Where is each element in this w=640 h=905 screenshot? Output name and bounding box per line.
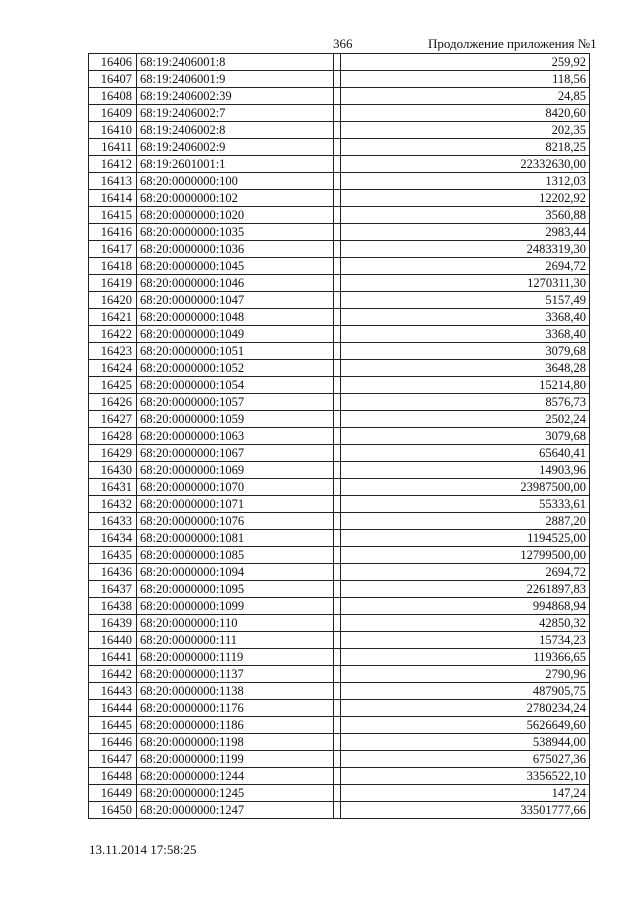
empty-cell bbox=[334, 564, 341, 581]
table-row bbox=[89, 360, 590, 377]
table-row bbox=[89, 377, 590, 394]
table-row bbox=[89, 666, 590, 683]
cadastral-number: 68:20:0000000:1052 bbox=[137, 360, 334, 377]
row-number: 16440 bbox=[89, 632, 137, 649]
row-number: 16409 bbox=[89, 105, 137, 122]
row-number: 16427 bbox=[89, 411, 137, 428]
cadastral-number: 68:20:0000000:1020 bbox=[137, 207, 334, 224]
row-number: 16418 bbox=[89, 258, 137, 275]
data-table bbox=[88, 53, 590, 819]
row-number: 16417 bbox=[89, 241, 137, 258]
value-cell: 5157,49 bbox=[341, 292, 590, 309]
cadastral-number: 68:20:0000000:111 bbox=[137, 632, 334, 649]
table-row bbox=[89, 54, 590, 71]
cadastral-number: 68:19:2406002:8 bbox=[137, 122, 334, 139]
table-row bbox=[89, 547, 590, 564]
value-cell: 3356522,10 bbox=[341, 768, 590, 785]
row-number: 16439 bbox=[89, 615, 137, 632]
empty-cell bbox=[334, 292, 341, 309]
value-cell: 3079,68 bbox=[341, 428, 590, 445]
value-cell: 12799500,00 bbox=[341, 547, 590, 564]
empty-cell bbox=[334, 666, 341, 683]
cadastral-number: 68:20:0000000:1071 bbox=[137, 496, 334, 513]
row-number: 16447 bbox=[89, 751, 137, 768]
empty-cell bbox=[334, 751, 341, 768]
value-cell: 119366,65 bbox=[341, 649, 590, 666]
value-cell: 3648,28 bbox=[341, 360, 590, 377]
cadastral-number: 68:20:0000000:1067 bbox=[137, 445, 334, 462]
table-row bbox=[89, 581, 590, 598]
table-row bbox=[89, 734, 590, 751]
empty-cell bbox=[334, 411, 341, 428]
value-cell: 22332630,00 bbox=[341, 156, 590, 173]
empty-cell bbox=[334, 326, 341, 343]
row-number: 16446 bbox=[89, 734, 137, 751]
table-row bbox=[89, 224, 590, 241]
value-cell: 2780234,24 bbox=[341, 700, 590, 717]
cadastral-number: 68:20:0000000:1099 bbox=[137, 598, 334, 615]
empty-cell bbox=[334, 275, 341, 292]
table-row bbox=[89, 785, 590, 802]
cadastral-number: 68:20:0000000:1198 bbox=[137, 734, 334, 751]
table-row bbox=[89, 190, 590, 207]
value-cell: 538944,00 bbox=[341, 734, 590, 751]
empty-cell bbox=[334, 700, 341, 717]
cadastral-number: 68:20:0000000:1081 bbox=[137, 530, 334, 547]
cadastral-number: 68:20:0000000:1059 bbox=[137, 411, 334, 428]
empty-cell bbox=[334, 343, 341, 360]
value-cell: 33501777,66 bbox=[341, 802, 590, 819]
row-number: 16412 bbox=[89, 156, 137, 173]
empty-cell bbox=[334, 309, 341, 326]
empty-cell bbox=[334, 632, 341, 649]
empty-cell bbox=[334, 394, 341, 411]
value-cell: 3079,68 bbox=[341, 343, 590, 360]
table-row bbox=[89, 343, 590, 360]
value-cell: 3368,40 bbox=[341, 309, 590, 326]
table-row bbox=[89, 309, 590, 326]
row-number: 16415 bbox=[89, 207, 137, 224]
table-row bbox=[89, 513, 590, 530]
table-row bbox=[89, 632, 590, 649]
row-number: 16414 bbox=[89, 190, 137, 207]
cadastral-number: 68:20:0000000:1119 bbox=[137, 649, 334, 666]
table-row bbox=[89, 496, 590, 513]
row-number: 16437 bbox=[89, 581, 137, 598]
empty-cell bbox=[334, 513, 341, 530]
table-row bbox=[89, 275, 590, 292]
table-row bbox=[89, 700, 590, 717]
table-row bbox=[89, 683, 590, 700]
cadastral-number: 68:20:0000000:1244 bbox=[137, 768, 334, 785]
empty-cell bbox=[334, 190, 341, 207]
table-row bbox=[89, 751, 590, 768]
empty-cell bbox=[334, 802, 341, 819]
row-number: 16430 bbox=[89, 462, 137, 479]
row-number: 16421 bbox=[89, 309, 137, 326]
row-number: 16426 bbox=[89, 394, 137, 411]
row-number: 16436 bbox=[89, 564, 137, 581]
cadastral-number: 68:20:0000000:1199 bbox=[137, 751, 334, 768]
cadastral-number: 68:20:0000000:1048 bbox=[137, 309, 334, 326]
table-row bbox=[89, 615, 590, 632]
empty-cell bbox=[334, 581, 341, 598]
cadastral-number: 68:20:0000000:1036 bbox=[137, 241, 334, 258]
cadastral-number: 68:20:0000000:1076 bbox=[137, 513, 334, 530]
empty-cell bbox=[334, 377, 341, 394]
cadastral-number: 68:19:2406001:9 bbox=[137, 71, 334, 88]
row-number: 16406 bbox=[89, 54, 137, 71]
empty-cell bbox=[334, 785, 341, 802]
table-row bbox=[89, 479, 590, 496]
row-number: 16444 bbox=[89, 700, 137, 717]
value-cell: 2483319,30 bbox=[341, 241, 590, 258]
table-row bbox=[89, 258, 590, 275]
cadastral-number: 68:19:2406002:39 bbox=[137, 88, 334, 105]
cadastral-number: 68:20:0000000:100 bbox=[137, 173, 334, 190]
row-number: 16428 bbox=[89, 428, 137, 445]
cadastral-number: 68:20:0000000:1186 bbox=[137, 717, 334, 734]
value-cell: 2694,72 bbox=[341, 564, 590, 581]
value-cell: 12202,92 bbox=[341, 190, 590, 207]
value-cell: 487905,75 bbox=[341, 683, 590, 700]
value-cell: 15214,80 bbox=[341, 377, 590, 394]
row-number: 16413 bbox=[89, 173, 137, 190]
empty-cell bbox=[334, 241, 341, 258]
row-number: 16438 bbox=[89, 598, 137, 615]
row-number: 16419 bbox=[89, 275, 137, 292]
cadastral-number: 68:20:0000000:1063 bbox=[137, 428, 334, 445]
value-cell: 2983,44 bbox=[341, 224, 590, 241]
table-row bbox=[89, 462, 590, 479]
value-cell: 2887,20 bbox=[341, 513, 590, 530]
table-row bbox=[89, 88, 590, 105]
table-row bbox=[89, 394, 590, 411]
empty-cell bbox=[334, 139, 341, 156]
value-cell: 994868,94 bbox=[341, 598, 590, 615]
row-number: 16429 bbox=[89, 445, 137, 462]
empty-cell bbox=[334, 496, 341, 513]
value-cell: 118,56 bbox=[341, 71, 590, 88]
value-cell: 2790,96 bbox=[341, 666, 590, 683]
value-cell: 8576,73 bbox=[341, 394, 590, 411]
row-number: 16425 bbox=[89, 377, 137, 394]
table-row bbox=[89, 802, 590, 819]
row-number: 16408 bbox=[89, 88, 137, 105]
empty-cell bbox=[334, 717, 341, 734]
cadastral-number: 68:20:0000000:1070 bbox=[137, 479, 334, 496]
value-cell: 147,24 bbox=[341, 785, 590, 802]
table-row bbox=[89, 598, 590, 615]
value-cell: 3560,88 bbox=[341, 207, 590, 224]
table-row bbox=[89, 530, 590, 547]
value-cell: 1312,03 bbox=[341, 173, 590, 190]
cadastral-number: 68:20:0000000:1047 bbox=[137, 292, 334, 309]
table-body bbox=[89, 54, 590, 819]
row-number: 16422 bbox=[89, 326, 137, 343]
cadastral-number: 68:20:0000000:1049 bbox=[137, 326, 334, 343]
row-number: 16442 bbox=[89, 666, 137, 683]
empty-cell bbox=[334, 598, 341, 615]
cadastral-number: 68:19:2406002:9 bbox=[137, 139, 334, 156]
value-cell: 55333,61 bbox=[341, 496, 590, 513]
value-cell: 2261897,83 bbox=[341, 581, 590, 598]
cadastral-number: 68:20:0000000:1069 bbox=[137, 462, 334, 479]
value-cell: 23987500,00 bbox=[341, 479, 590, 496]
value-cell: 259,92 bbox=[341, 54, 590, 71]
table-row bbox=[89, 105, 590, 122]
cadastral-number: 68:20:0000000:110 bbox=[137, 615, 334, 632]
row-number: 16420 bbox=[89, 292, 137, 309]
table-row bbox=[89, 411, 590, 428]
table-row bbox=[89, 156, 590, 173]
empty-cell bbox=[334, 615, 341, 632]
row-number: 16432 bbox=[89, 496, 137, 513]
row-number: 16424 bbox=[89, 360, 137, 377]
value-cell: 1270311,30 bbox=[341, 275, 590, 292]
value-cell: 3368,40 bbox=[341, 326, 590, 343]
empty-cell bbox=[334, 479, 341, 496]
row-number: 16450 bbox=[89, 802, 137, 819]
value-cell: 5626649,60 bbox=[341, 717, 590, 734]
appendix-title: Продолжение приложения №1 bbox=[428, 36, 597, 51]
cadastral-number: 68:20:0000000:1138 bbox=[137, 683, 334, 700]
row-number: 16443 bbox=[89, 683, 137, 700]
value-cell: 1194525,00 bbox=[341, 530, 590, 547]
empty-cell bbox=[334, 734, 341, 751]
empty-cell bbox=[334, 547, 341, 564]
cadastral-number: 68:20:0000000:1085 bbox=[137, 547, 334, 564]
value-cell: 42850,32 bbox=[341, 615, 590, 632]
row-number: 16431 bbox=[89, 479, 137, 496]
row-number: 16445 bbox=[89, 717, 137, 734]
table-row bbox=[89, 241, 590, 258]
empty-cell bbox=[334, 105, 341, 122]
row-number: 16449 bbox=[89, 785, 137, 802]
table-row bbox=[89, 173, 590, 190]
table-row bbox=[89, 445, 590, 462]
value-cell: 24,85 bbox=[341, 88, 590, 105]
empty-cell bbox=[334, 462, 341, 479]
table-row bbox=[89, 207, 590, 224]
value-cell: 65640,41 bbox=[341, 445, 590, 462]
row-number: 16411 bbox=[89, 139, 137, 156]
cadastral-number: 68:20:0000000:1051 bbox=[137, 343, 334, 360]
table-row bbox=[89, 139, 590, 156]
table-row bbox=[89, 717, 590, 734]
empty-cell bbox=[334, 258, 341, 275]
empty-cell bbox=[334, 530, 341, 547]
table-row bbox=[89, 122, 590, 139]
cadastral-number: 68:20:0000000:1137 bbox=[137, 666, 334, 683]
empty-cell bbox=[334, 71, 341, 88]
empty-cell bbox=[334, 360, 341, 377]
cadastral-number: 68:20:0000000:1045 bbox=[137, 258, 334, 275]
cadastral-number: 68:20:0000000:1176 bbox=[137, 700, 334, 717]
empty-cell bbox=[334, 122, 341, 139]
cadastral-number: 68:19:2406001:8 bbox=[137, 54, 334, 71]
value-cell: 202,35 bbox=[341, 122, 590, 139]
cadastral-number: 68:19:2601001:1 bbox=[137, 156, 334, 173]
row-number: 16407 bbox=[89, 71, 137, 88]
cadastral-number: 68:20:0000000:1057 bbox=[137, 394, 334, 411]
table-row bbox=[89, 292, 590, 309]
cadastral-number: 68:20:0000000:1247 bbox=[137, 802, 334, 819]
page-number: 366 bbox=[333, 36, 353, 51]
value-cell: 675027,36 bbox=[341, 751, 590, 768]
table-row bbox=[89, 428, 590, 445]
empty-cell bbox=[334, 445, 341, 462]
value-cell: 2694,72 bbox=[341, 258, 590, 275]
empty-cell bbox=[334, 683, 341, 700]
table-row bbox=[89, 768, 590, 785]
value-cell: 15734,23 bbox=[341, 632, 590, 649]
cadastral-number: 68:20:0000000:1245 bbox=[137, 785, 334, 802]
value-cell: 2502,24 bbox=[341, 411, 590, 428]
row-number: 16416 bbox=[89, 224, 137, 241]
cadastral-number: 68:19:2406002:7 bbox=[137, 105, 334, 122]
empty-cell bbox=[334, 207, 341, 224]
empty-cell bbox=[334, 173, 341, 190]
row-number: 16441 bbox=[89, 649, 137, 666]
value-cell: 8218,25 bbox=[341, 139, 590, 156]
table-row bbox=[89, 71, 590, 88]
row-number: 16433 bbox=[89, 513, 137, 530]
cadastral-number: 68:20:0000000:102 bbox=[137, 190, 334, 207]
empty-cell bbox=[334, 768, 341, 785]
table-row bbox=[89, 649, 590, 666]
row-number: 16435 bbox=[89, 547, 137, 564]
cadastral-number: 68:20:0000000:1094 bbox=[137, 564, 334, 581]
table-row bbox=[89, 326, 590, 343]
empty-cell bbox=[334, 224, 341, 241]
row-number: 16448 bbox=[89, 768, 137, 785]
print-timestamp: 13.11.2014 17:58:25 bbox=[89, 842, 197, 857]
table-row bbox=[89, 564, 590, 581]
empty-cell bbox=[334, 649, 341, 666]
value-cell: 14903,96 bbox=[341, 462, 590, 479]
row-number: 16410 bbox=[89, 122, 137, 139]
empty-cell bbox=[334, 428, 341, 445]
empty-cell bbox=[334, 88, 341, 105]
row-number: 16423 bbox=[89, 343, 137, 360]
empty-cell bbox=[334, 156, 341, 173]
empty-cell bbox=[334, 54, 341, 71]
cadastral-number: 68:20:0000000:1046 bbox=[137, 275, 334, 292]
cadastral-number: 68:20:0000000:1095 bbox=[137, 581, 334, 598]
cadastral-number: 68:20:0000000:1035 bbox=[137, 224, 334, 241]
row-number: 16434 bbox=[89, 530, 137, 547]
cadastral-number: 68:20:0000000:1054 bbox=[137, 377, 334, 394]
value-cell: 8420,60 bbox=[341, 105, 590, 122]
